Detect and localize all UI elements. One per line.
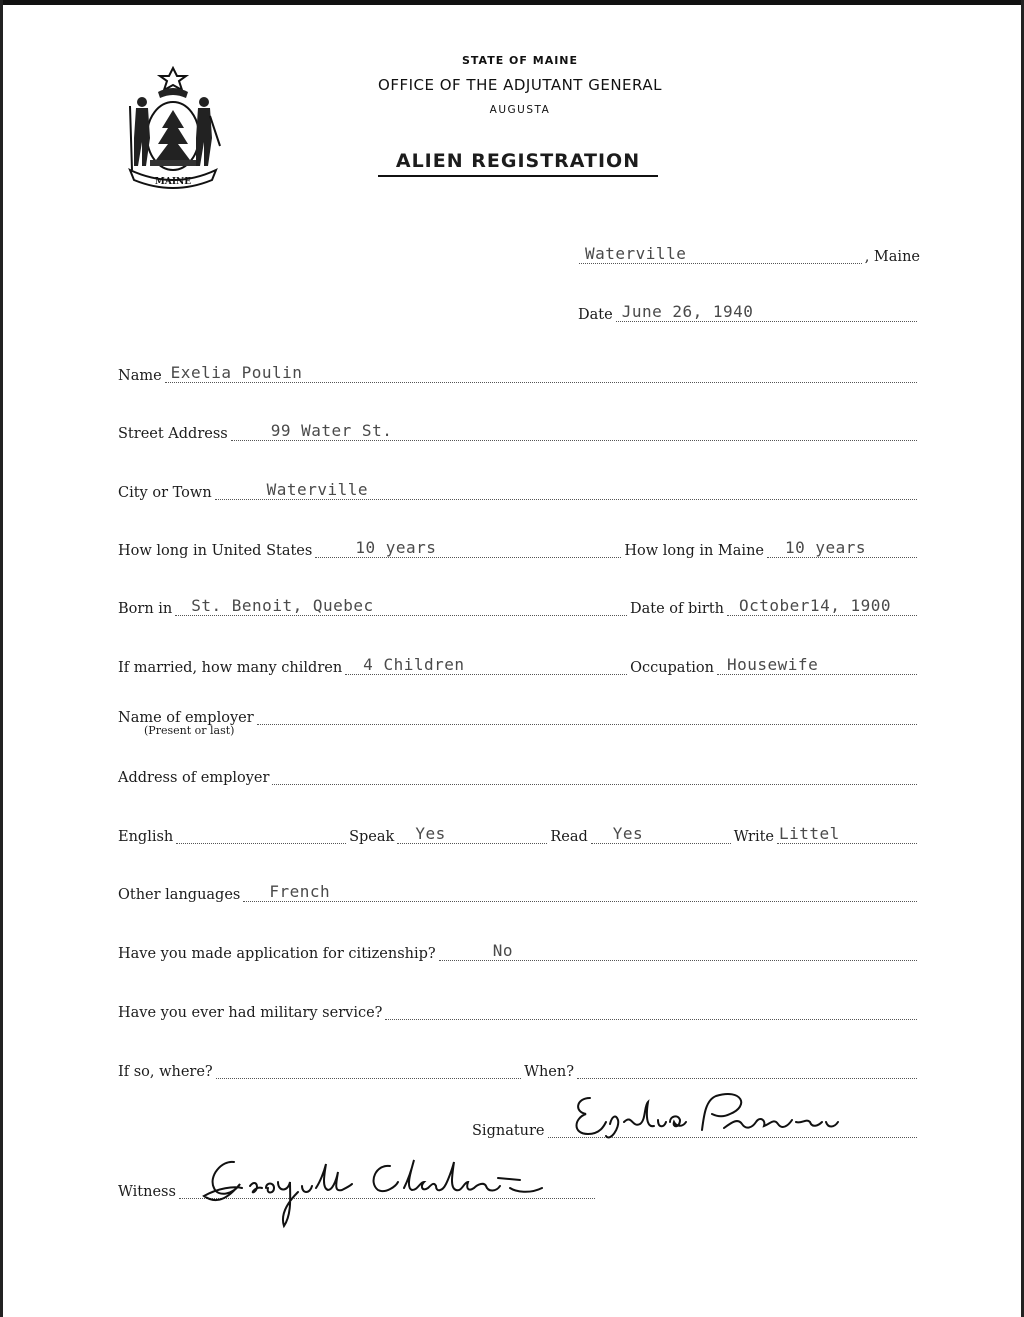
when-field[interactable] xyxy=(577,1056,917,1079)
employer-field[interactable] xyxy=(257,702,917,725)
duration-row xyxy=(118,536,920,562)
name-value: Exelia Poulin xyxy=(170,363,303,382)
born-label: Born in xyxy=(118,601,173,617)
where-field[interactable] xyxy=(216,1056,521,1079)
seal-text: MAINE xyxy=(154,177,192,187)
write-label: Write xyxy=(733,829,774,845)
english-field[interactable] xyxy=(176,821,346,844)
city-label: City or Town xyxy=(118,485,212,501)
place-row xyxy=(576,242,920,268)
maine-state-seal-icon xyxy=(120,66,226,194)
other-languages-label: Other languages xyxy=(118,887,241,903)
maine-label: How long in Maine xyxy=(624,543,764,559)
employer-address-field[interactable] xyxy=(272,762,917,785)
citizenship-field[interactable] xyxy=(439,938,917,961)
write-value: Littel xyxy=(779,824,840,843)
place-field[interactable] xyxy=(579,241,862,264)
witness-signature-handwriting xyxy=(200,1152,550,1230)
dob-label: Date of birth xyxy=(629,601,724,617)
children-label: If married, how many children xyxy=(118,660,343,676)
military-row xyxy=(118,998,920,1024)
signature-label: Signature xyxy=(472,1123,545,1139)
maine-value: 10 years xyxy=(785,538,867,557)
signature-handwriting xyxy=(566,1084,856,1146)
us-value: 10 years xyxy=(355,538,437,557)
employer-address-label: Address of employer xyxy=(118,770,270,786)
date-label: Date xyxy=(578,307,613,323)
read-field[interactable] xyxy=(591,821,731,844)
citizenship-label: Have you made application for citizenship? xyxy=(118,946,436,962)
city-field[interactable] xyxy=(215,477,917,500)
other-languages-row xyxy=(118,880,920,906)
employer-address-row xyxy=(118,763,920,789)
us-label: How long in United States xyxy=(118,543,313,559)
header-office: OFFICE OF THE ADJUTANT GENERAL xyxy=(378,76,662,94)
when-label: When? xyxy=(524,1064,574,1080)
children-value: 4 Children xyxy=(363,655,465,674)
military-label: Have you ever had military service? xyxy=(118,1005,383,1021)
name-field[interactable] xyxy=(165,360,917,383)
citizenship-row xyxy=(118,939,920,965)
write-field[interactable] xyxy=(777,821,917,844)
english-label: English xyxy=(118,829,174,845)
occupation-label: Occupation xyxy=(630,660,714,676)
city-row xyxy=(118,478,920,504)
street-label: Street Address xyxy=(118,426,228,442)
speak-label: Speak xyxy=(349,829,395,845)
name-label: Name xyxy=(118,368,162,384)
place-value: Waterville xyxy=(585,244,687,263)
city-value: Waterville xyxy=(266,480,368,499)
family-row xyxy=(118,653,920,679)
occupation-field[interactable] xyxy=(717,652,917,675)
date-value: June 26, 1940 xyxy=(621,302,754,321)
citizenship-value: No xyxy=(492,941,513,960)
english-row xyxy=(118,822,920,848)
us-field[interactable] xyxy=(315,535,621,558)
dob-field[interactable] xyxy=(727,593,917,616)
where-label: If so, where? xyxy=(118,1064,213,1080)
employer-row xyxy=(118,703,920,729)
street-row xyxy=(118,419,920,445)
place-suffix: , Maine xyxy=(864,249,920,265)
scan-border-top xyxy=(0,0,1024,5)
employer-label: Name of employer xyxy=(118,710,254,726)
dob-value: October14, 1900 xyxy=(739,596,891,615)
military-field[interactable] xyxy=(385,997,917,1020)
date-field[interactable] xyxy=(616,299,917,322)
page-title: ALIEN REGISTRATION xyxy=(378,150,658,177)
name-row xyxy=(118,361,920,387)
other-languages-value: French xyxy=(269,882,331,901)
header-state: STATE OF MAINE xyxy=(461,54,579,67)
born-field[interactable] xyxy=(175,593,627,616)
read-label: Read xyxy=(550,829,588,845)
service-row xyxy=(118,1057,920,1083)
birth-row xyxy=(118,594,920,620)
scan-border-left xyxy=(0,0,3,1317)
witness-label: Witness xyxy=(118,1184,176,1200)
street-value: 99 Water St. xyxy=(270,421,393,440)
born-value: St. Benoit, Quebec xyxy=(191,596,374,615)
employer-sublabel: (Present or last) xyxy=(144,724,235,737)
date-row xyxy=(578,300,920,326)
speak-field[interactable] xyxy=(397,821,547,844)
header-city: AUGUSTA xyxy=(489,104,551,116)
occupation-value: Housewife xyxy=(727,655,819,674)
maine-field[interactable] xyxy=(767,535,917,558)
speak-value: Yes xyxy=(415,824,446,843)
other-languages-field[interactable] xyxy=(243,879,917,902)
read-value: Yes xyxy=(612,824,644,843)
street-field[interactable] xyxy=(231,418,917,441)
children-field[interactable] xyxy=(345,652,627,675)
